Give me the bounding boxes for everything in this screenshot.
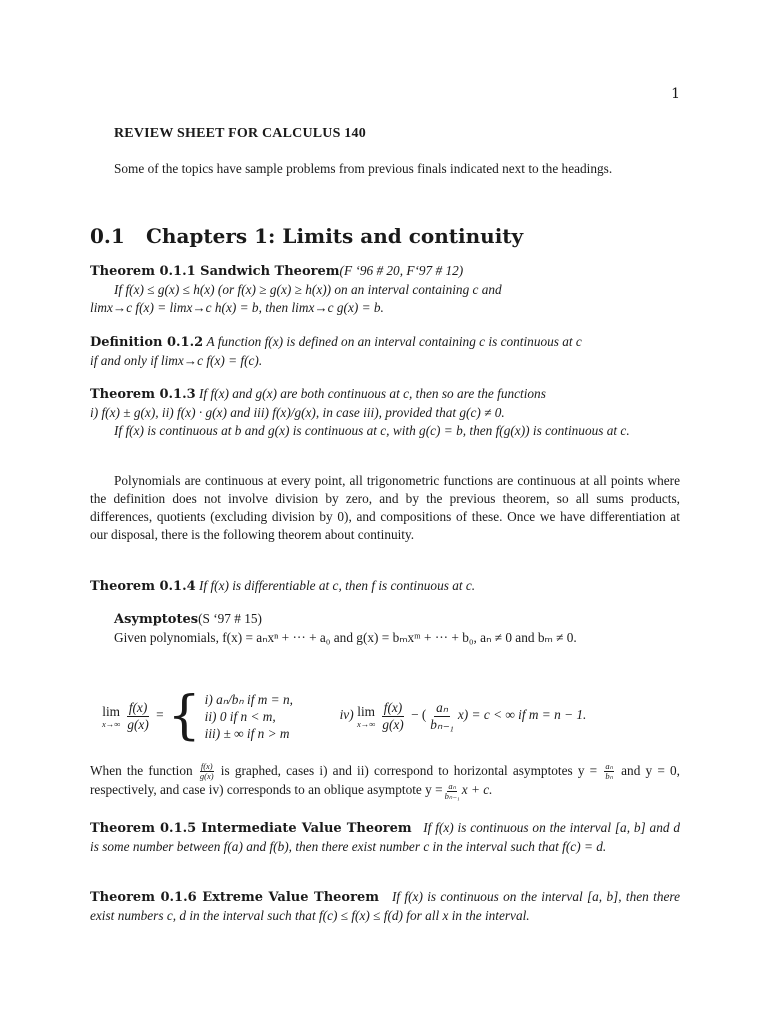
- theorem-0-1-5: [90, 819, 680, 856]
- theorem-0-1-3: [90, 385, 680, 440]
- limit-label: lim: [102, 703, 121, 719]
- theorem-0-1-1-body-line2: limx→c f(x) = limx→c h(x) = b, then limx→c g(x) = b.: [90, 300, 384, 315]
- theorem-0-1-6-body: If f(x) is continuous on the interval [a, b], then there exist numbers c, d in the interval such that f(c) ≤ f(x) ≤ f(d) for all x in the interval.: [90, 889, 680, 923]
- small-bn1: bₙ₋₁: [444, 790, 460, 801]
- small-fn: f(x): [200, 761, 213, 772]
- document-page: [90, 0, 680, 1024]
- when-part1: When the function: [90, 763, 193, 778]
- page-number: 1: [671, 86, 680, 102]
- document-title: REVIEW SHEET FOR CALCULUS 140: [114, 126, 366, 141]
- fraction-numerator-iv: f(x): [383, 699, 403, 715]
- limit-label-iv: lim: [357, 703, 375, 719]
- definition-0-1-2-body-line1: A function f(x) is defined on an interval containing c is continuous at c: [206, 334, 582, 349]
- theorem-0-1-3-body-line1: If f(x) and g(x) are both continuous at c, then so are the functions: [199, 386, 546, 401]
- limit-operator-iv: [357, 704, 375, 729]
- when-part3: and y = 0, respectively, and case iv) corresponds to an oblique asymptote y =: [90, 763, 680, 798]
- when-part4: x + c.: [461, 782, 493, 798]
- left-brace: {: [167, 686, 201, 746]
- fraction-numerator: f(x): [128, 699, 148, 715]
- case-ii: ii) 0 if n < m,: [204, 708, 276, 724]
- theorem-0-1-1: [90, 262, 680, 317]
- theorem-0-1-1-body-line1: If f(x) ≤ g(x) ≤ h(x) (or f(x) ≥ g(x) ≥ h(x)) on an interval containing c and: [114, 282, 502, 297]
- limit-operator: [102, 704, 120, 729]
- when-paragraph: [90, 762, 680, 801]
- fraction-an: aₙ: [436, 699, 449, 715]
- theorem-0-1-4-body: If f(x) is differentiable at c, then f is continuous at c.: [199, 578, 476, 593]
- case-iv-tail: x) = c < ∞ if m = n − 1.: [457, 707, 587, 723]
- case-iii: iii) ± ∞ if n > m: [204, 725, 290, 741]
- theorem-0-1-3-body-line3: If f(x) is continuous at b and g(x) is continuous at c, with g(c) = b, then f(g(x)) is continuous at c.: [114, 423, 630, 438]
- theorem-0-1-6: [90, 888, 680, 925]
- fraction-denominator: g(x): [127, 716, 149, 732]
- limit-subscript: x→∞: [102, 718, 121, 729]
- theorem-0-1-5-heading: Theorem 0.1.5 Intermediate Value Theorem: [90, 821, 412, 836]
- fraction-f-over-g: [125, 700, 150, 733]
- definition-0-1-2-body-line2: if and only if limx→c f(x) = f(c).: [90, 353, 263, 368]
- asymptotes-block: [90, 610, 680, 647]
- when-part2: is graphed, cases i) and ii) correspond to horizontal asymptotes y =: [220, 763, 598, 778]
- fraction-denominator-iv: g(x): [382, 716, 404, 732]
- small-fraction-an-over-bn: [604, 762, 614, 781]
- theorem-0-1-4-heading: Theorem 0.1.4: [90, 579, 196, 594]
- definition-0-1-2-heading: Definition 0.1.2: [90, 335, 204, 350]
- fraction-f-over-g-iv: [380, 700, 405, 733]
- intro-paragraph: Some of the topics have sample problems from previous finals indicated next to the headings.: [114, 161, 613, 176]
- fraction-bn1: bₙ₋₁: [430, 716, 454, 732]
- fraction-an-over-bn1: [428, 700, 456, 733]
- case-i: i) aₙ/bₙ if m = n,: [204, 691, 293, 707]
- asymptotes-body: Given polynomials, f(x) = aₙxⁿ + ··· + a₀ and g(x) = bₘxᵐ + ··· + b₀, aₙ ≠ 0 and bₘ ≠ 0.: [114, 630, 577, 645]
- theorem-0-1-1-ref: (F ‘96 # 20, F‘97 # 12): [339, 263, 464, 278]
- cases-list: [205, 691, 293, 742]
- definition-0-1-2: [90, 333, 680, 370]
- theorem-0-1-3-heading: Theorem 0.1.3: [90, 387, 196, 402]
- section-title: Chapters 1: Limits and continuity: [146, 224, 524, 248]
- section-heading: [90, 224, 523, 248]
- section-number: 0.1: [90, 224, 125, 248]
- asymptotes-ref: (S ‘97 # 15): [198, 611, 262, 626]
- limit-subscript-iv: x→∞: [356, 718, 376, 729]
- small-bn: bₙ: [605, 771, 613, 782]
- small-an2: aₙ: [448, 780, 456, 791]
- small-fd: g(x): [199, 771, 214, 782]
- theorem-0-1-3-body-line2: i) f(x) ± g(x), ii) f(x) · g(x) and iii) f(x)/g(x), in case iii), provided that g(c) ≠ 0.: [90, 405, 505, 420]
- theorem-0-1-4: [90, 577, 680, 596]
- small-fraction-f-over-g: [200, 762, 214, 781]
- small-fraction-an-over-bn1: [445, 782, 460, 801]
- polynomials-paragraph: Polynomials are continuous at every point, all trigonometric functions are continuous at all points where the definition does not involve division by zero, and by the previous theorem, so all sums products, differences, quotients (excluding division by 0), and compositions of these. Once we have differentiation at our disposal, there is the following theorem about continuity.: [90, 473, 680, 542]
- case-iv-label: iv): [339, 707, 354, 723]
- asymptotes-heading: Asymptotes: [114, 612, 199, 627]
- asymptote-limit-display: lim x→∞ $\frac{f(x)}{g(x)}$ ={ i) aₙ/bₙ if m = n, ii) 0 if n < m, iii) ± ∞ if n > m iv) lim x→∞ $\frac{f(x)}{g(x)}$ − ( $\frac{\text{aₙ}}{\text{bₙ₋₁}}$ x) = c < ∞ if m = n − 1.: [102, 686, 587, 746]
- theorem-0-1-5-body: If f(x) is continuous on the interval [a, b] and d is some number between f(a) and f(b), then there exist number c in the interval such that f(c) = d.: [90, 820, 680, 854]
- theorem-0-1-1-heading: Theorem 0.1.1 Sandwich Theorem: [90, 264, 340, 279]
- theorem-0-1-6-heading: Theorem 0.1.6 Extreme Value Theorem: [90, 890, 379, 905]
- small-an: aₙ: [605, 761, 613, 772]
